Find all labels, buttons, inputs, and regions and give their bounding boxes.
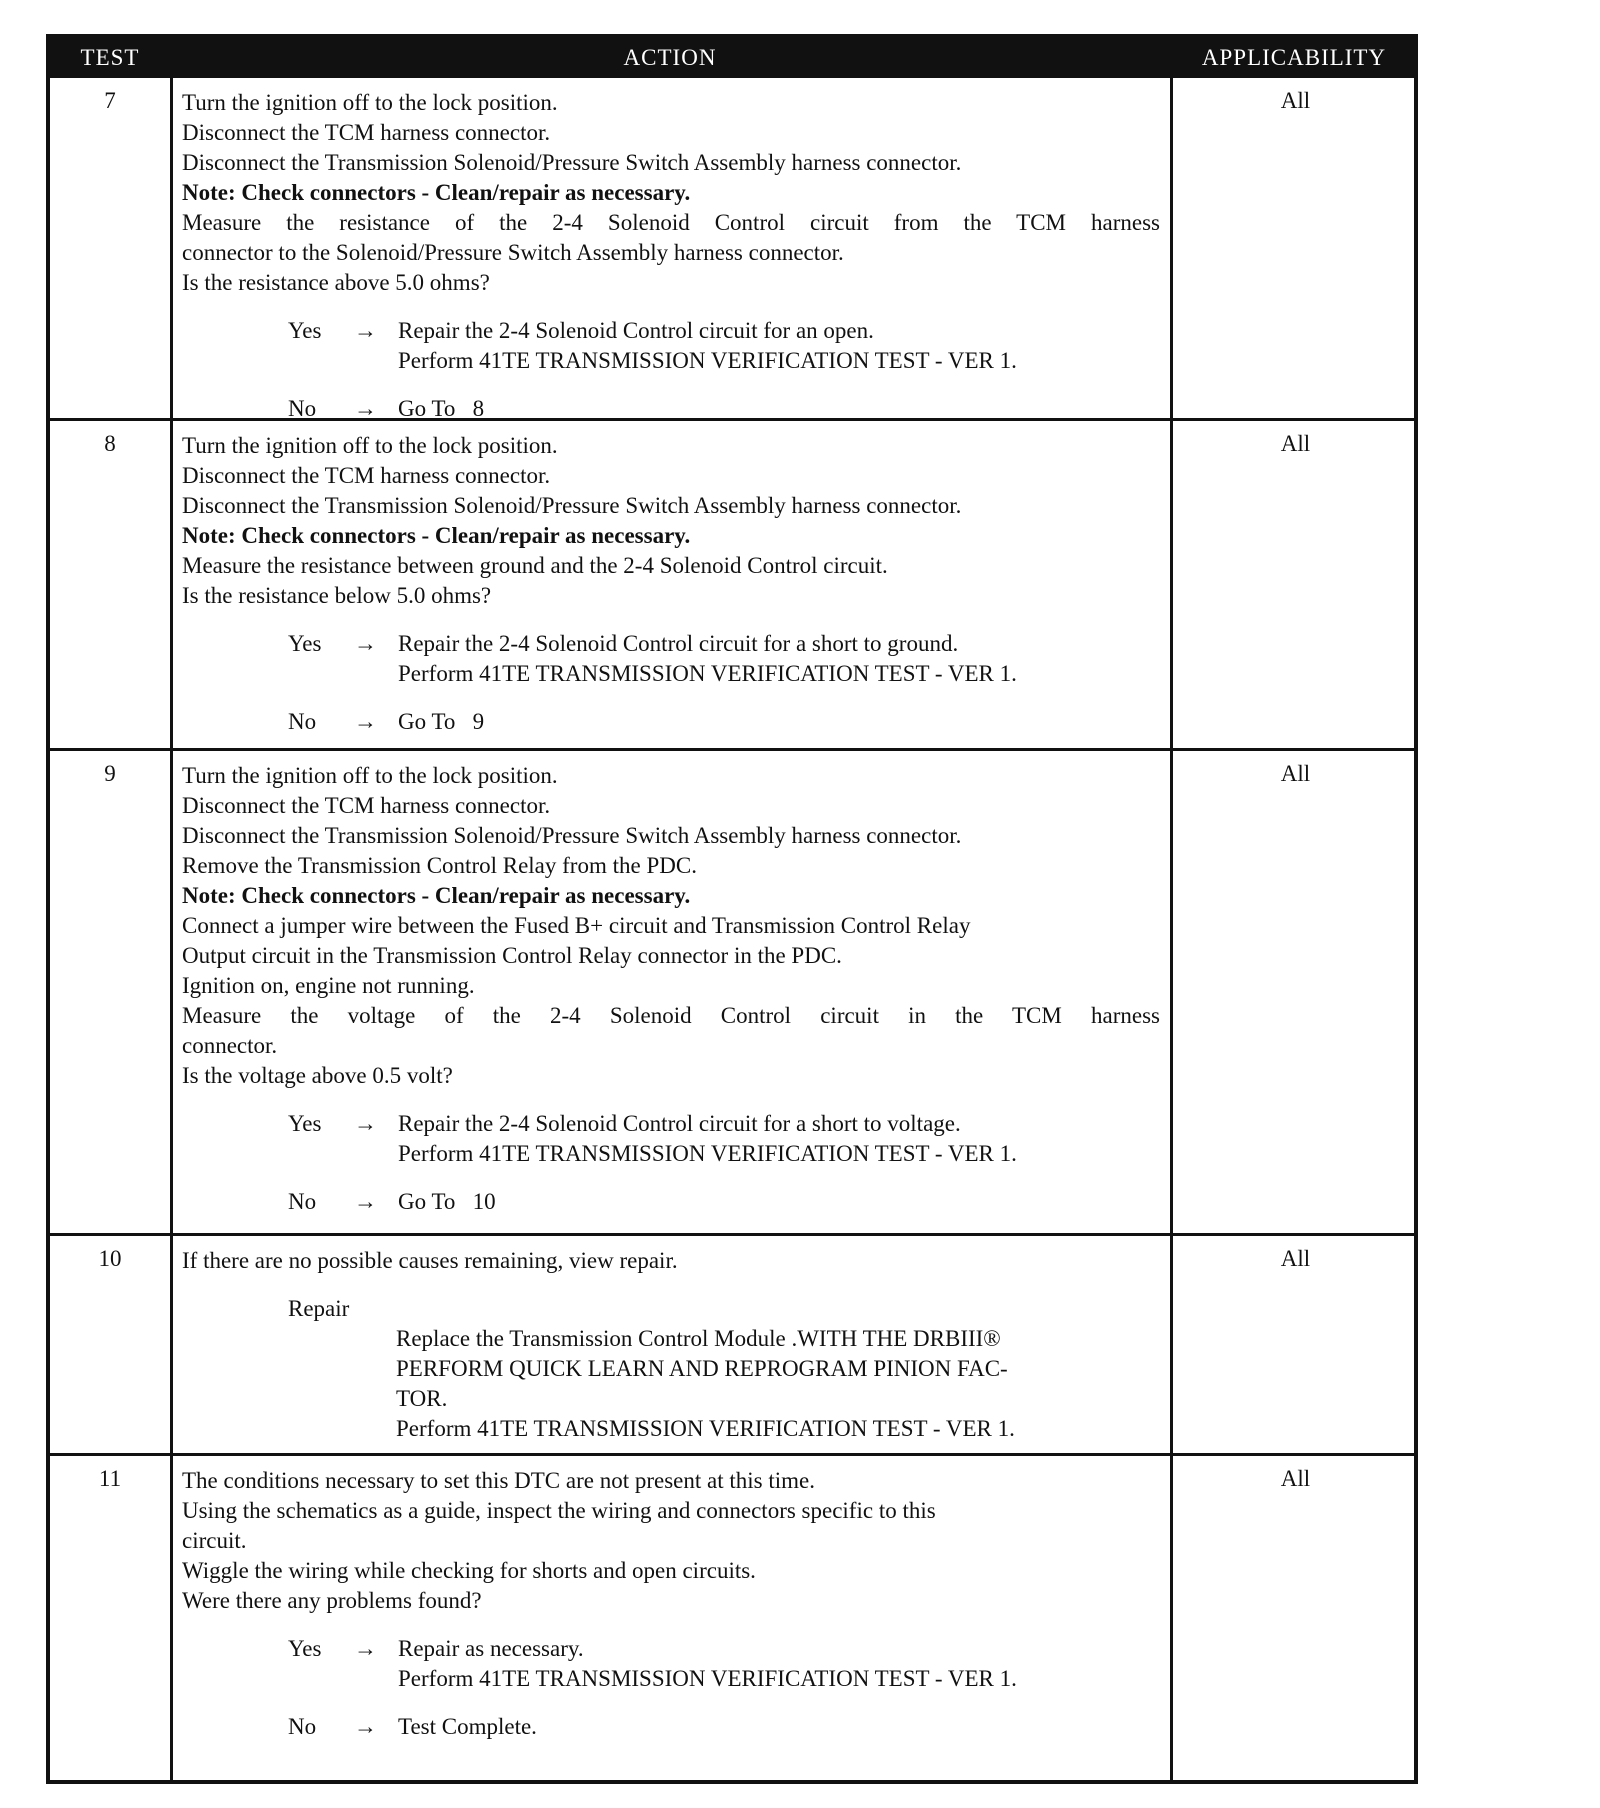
applicability-value: All — [1280, 88, 1311, 113]
action-cell — [182, 1466, 1160, 1742]
test-number: 10 — [98, 1246, 122, 1271]
action-line: Connect a jumper wire between the Fused B+ circuit and Transmission Control Relay — [182, 913, 971, 938]
action-line: Turn the ignition off to the lock position. — [182, 763, 558, 788]
action-cell — [182, 431, 1160, 737]
action-cell — [182, 761, 1160, 1217]
no-label: No — [288, 1714, 317, 1739]
diagnostic-table — [46, 34, 1418, 1784]
yes-label: Yes — [288, 631, 322, 656]
table-row-test-8 — [50, 418, 1414, 751]
header-test: TEST — [80, 45, 140, 70]
yes-outcome — [182, 316, 1160, 376]
action-line: Turn the ignition off to the lock position. — [182, 433, 558, 458]
applicability-value: All — [1280, 1466, 1311, 1491]
yes-outcome — [182, 1109, 1160, 1169]
yes-outcome — [182, 629, 1160, 689]
action-line: Disconnect the TCM harness connector. — [182, 120, 551, 145]
question-line: Is the resistance above 5.0 ohms? — [182, 270, 490, 295]
question-line: Is the voltage above 0.5 volt? — [182, 1063, 453, 1088]
note-line: Note: Check connectors - Clean/repair as necessary. — [182, 523, 691, 548]
goto-text: Go To 9 — [398, 709, 485, 734]
applicability-value: All — [1280, 431, 1311, 456]
no-label: No — [288, 1189, 317, 1214]
action-line: Ignition on, engine not running. — [182, 973, 475, 998]
action-line: Remove the Transmission Control Relay from the PDC. — [182, 853, 697, 878]
yes-outcome — [182, 1634, 1160, 1694]
no-outcome — [182, 707, 1160, 737]
outcome-line: Repair the 2-4 Solenoid Control circuit for a short to ground. — [398, 631, 959, 656]
arrow-icon: → — [354, 1111, 377, 1136]
repair-label: Repair — [288, 1296, 350, 1321]
action-cell — [182, 1246, 1160, 1444]
action-line: Disconnect the Transmission Solenoid/Pressure Switch Assembly harness connector. — [182, 150, 962, 175]
no-label: No — [288, 709, 317, 734]
goto-text: Go To 8 — [398, 396, 485, 421]
repair-text — [396, 1324, 1160, 1444]
arrow-icon: → — [354, 1636, 377, 1661]
action-line: Measure the resistance of the 2-4 Solenoid Control circuit from the TCM harness — [182, 210, 1160, 235]
test-number: 9 — [104, 761, 116, 786]
repair-line: Replace the Transmission Control Module .WITH THE DRBIII® — [396, 1326, 1001, 1351]
outcome-line: Perform 41TE TRANSMISSION VERIFICATION TEST - VER 1. — [398, 661, 1017, 686]
action-line: Wiggle the wiring while checking for shorts and open circuits. — [182, 1558, 756, 1583]
arrow-icon: → — [354, 1714, 377, 1739]
action-cell — [182, 88, 1160, 424]
note-line: Note: Check connectors - Clean/repair as necessary. — [182, 883, 691, 908]
no-outcome — [182, 1187, 1160, 1217]
header-action: ACTION — [623, 45, 717, 70]
action-line: Disconnect the TCM harness connector. — [182, 463, 551, 488]
arrow-icon: → — [354, 631, 377, 656]
action-line: If there are no possible causes remaining, view repair. — [182, 1248, 678, 1273]
table-row-test-10 — [50, 1233, 1414, 1456]
question-line: Is the resistance below 5.0 ohms? — [182, 583, 492, 608]
question-line: Were there any problems found? — [182, 1588, 482, 1613]
outcome-line: Perform 41TE TRANSMISSION VERIFICATION TEST - VER 1. — [398, 348, 1017, 373]
action-line: Turn the ignition off to the lock position. — [182, 90, 558, 115]
header-applicability: APPLICABILITY — [1201, 45, 1387, 70]
action-line: Measure the resistance between ground and the 2-4 Solenoid Control circuit. — [182, 553, 888, 578]
goto-text: Go To 10 — [398, 1189, 496, 1214]
yes-label: Yes — [288, 1636, 322, 1661]
table-row-test-7 — [50, 78, 1414, 421]
test-number: 11 — [98, 1466, 122, 1491]
outcome-line: Perform 41TE TRANSMISSION VERIFICATION TEST - VER 1. — [398, 1666, 1017, 1691]
yes-label: Yes — [288, 318, 322, 343]
action-line: Using the schematics as a guide, inspect the wiring and connectors specific to this — [182, 1498, 936, 1523]
table-row-test-11 — [50, 1453, 1414, 1786]
test-number: 8 — [104, 431, 116, 456]
note-line: Note: Check connectors - Clean/repair as necessary. — [182, 180, 691, 205]
arrow-icon: → — [354, 318, 377, 343]
action-line: The conditions necessary to set this DTC are not present at this time. — [182, 1468, 815, 1493]
outcome-line: Repair the 2-4 Solenoid Control circuit for a short to voltage. — [398, 1111, 961, 1136]
action-line: Output circuit in the Transmission Control Relay connector in the PDC. — [182, 943, 842, 968]
action-line: Disconnect the TCM harness connector. — [182, 793, 551, 818]
no-label: No — [288, 396, 317, 421]
action-line: Disconnect the Transmission Solenoid/Pressure Switch Assembly harness connector. — [182, 493, 962, 518]
action-line: connector. — [182, 1033, 278, 1058]
outcome-line: Test Complete. — [398, 1714, 537, 1739]
table-row-test-9 — [50, 748, 1414, 1236]
test-number: 7 — [104, 88, 116, 113]
applicability-value: All — [1280, 1246, 1311, 1271]
repair-block — [182, 1294, 1160, 1444]
outcome-line: Repair the 2-4 Solenoid Control circuit for an open. — [398, 318, 874, 343]
applicability-value: All — [1280, 761, 1311, 786]
repair-line: Perform 41TE TRANSMISSION VERIFICATION TEST - VER 1. — [396, 1416, 1015, 1441]
table-header — [50, 38, 1414, 78]
outcome-line: Repair as necessary. — [398, 1636, 584, 1661]
repair-line: TOR. — [396, 1386, 448, 1411]
arrow-icon: → — [354, 1189, 377, 1214]
outcome-line: Perform 41TE TRANSMISSION VERIFICATION TEST - VER 1. — [398, 1141, 1017, 1166]
arrow-icon: → — [354, 396, 377, 421]
arrow-icon: → — [354, 709, 377, 734]
action-line: Disconnect the Transmission Solenoid/Pressure Switch Assembly harness connector. — [182, 823, 962, 848]
yes-label: Yes — [288, 1111, 322, 1136]
no-outcome — [182, 1712, 1160, 1742]
repair-line: PERFORM QUICK LEARN AND REPROGRAM PINION FAC- — [396, 1356, 1008, 1381]
action-line: Measure the voltage of the 2-4 Solenoid Control circuit in the TCM harness — [182, 1003, 1160, 1028]
action-line: circuit. — [182, 1528, 247, 1553]
action-line: connector to the Solenoid/Pressure Switch Assembly harness connector. — [182, 240, 844, 265]
